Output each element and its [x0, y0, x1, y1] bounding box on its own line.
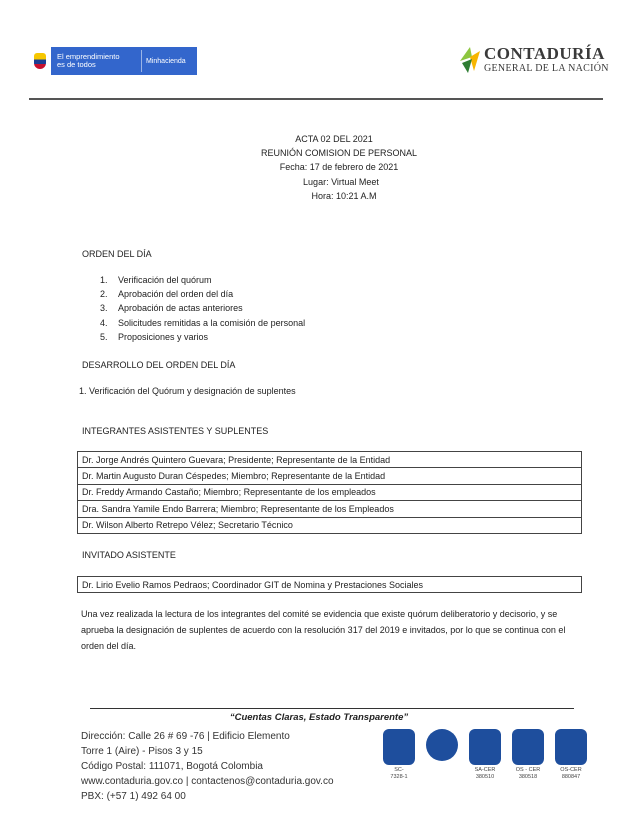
- table-row: [78, 501, 582, 517]
- website-line[interactable]: www.contaduria.gov.co | contactenos@contaduria.gov.co: [81, 776, 334, 787]
- table-row: [78, 468, 582, 484]
- banner-ministry: Minhacienda: [146, 57, 186, 65]
- meeting-time: Hora: 10:21 A.M: [311, 191, 377, 201]
- quorum-paragraph: Una vez realizada la lectura de los integrantes del comité se evidencia que existe quórum deliberatorio y decisorio, y se aprueba la designación de suplentes de acuerdo con la resolución 317 del 2019 e invitados, por lo que se continua con el orden del día.: [81, 609, 566, 651]
- members-heading: INTEGRANTES ASISTENTES Y SUPLENTES: [82, 426, 269, 436]
- member-cell: Dr. Martin Augusto Duran Céspedes; Miembro; Representante de la Entidad: [78, 468, 582, 484]
- icontec-icon: [383, 729, 415, 765]
- development-item-1: 1. Verificación del Quórum y designación de suplentes: [79, 386, 296, 396]
- guest-cell: Dr. Lirio Evelio Ramos Pedraos; Coordinador GIT de Nomina y Prestaciones Sociales: [78, 577, 582, 593]
- meeting-place: Lugar: Virtual Meet: [303, 177, 379, 187]
- address-line: Código Postal: 111071, Bogotá Colombia: [81, 761, 263, 772]
- agenda-label: Solicitudes remitidas a la comisión de personal: [118, 317, 306, 328]
- table-row: [78, 577, 582, 593]
- logo-subtitle: GENERAL DE LA NACIÓN: [484, 63, 609, 74]
- cert-code: OS - CER 380518: [515, 767, 541, 780]
- icontec-icon: [555, 729, 587, 765]
- guest-heading: INVITADO ASISTENTE: [82, 550, 176, 560]
- certification-badge: [466, 729, 504, 780]
- agenda-number: 3.: [100, 303, 108, 314]
- cert-code: OS-CER 880847: [560, 767, 582, 780]
- header-divider: [29, 98, 603, 100]
- member-cell: Dr. Freddy Armando Castaño; Miembro; Representante de los empleados: [78, 484, 582, 500]
- colombia-crest-icon: [29, 47, 51, 75]
- certification-badge: [423, 729, 461, 780]
- iqnet-icon: [426, 729, 458, 761]
- list-item: [100, 303, 420, 317]
- meeting-date: Fecha: 17 de febrero de 2021: [279, 162, 399, 172]
- footer-slogan: “Cuentas Claras, Estado Transparente”: [229, 712, 409, 723]
- table-row: [78, 452, 582, 468]
- certification-badge: [509, 729, 547, 780]
- footer-address: [81, 729, 334, 804]
- table-row: [78, 517, 582, 533]
- agenda-label: Aprobación del orden del día: [118, 289, 234, 300]
- banner-slogan: El emprendimiento es de todos: [57, 52, 120, 69]
- banner-divider: [141, 50, 142, 72]
- agenda-number: 4.: [100, 317, 108, 328]
- member-cell: Dra. Sandra Yamile Endo Barrera; Miembro; Representante de los Empleados: [78, 501, 582, 517]
- contaduria-logo-icon: [458, 45, 482, 75]
- icontec-icon: [469, 729, 501, 765]
- members-table: [77, 451, 582, 534]
- address-line: Dirección: Calle 26 # 69 -76 | Edificio Elemento: [81, 731, 290, 742]
- certification-badge: [552, 729, 590, 780]
- agenda-number: 5.: [100, 331, 108, 342]
- government-banner: [29, 47, 197, 75]
- agenda-label: Proposiciones y varios: [118, 331, 209, 342]
- list-item: [100, 275, 420, 289]
- agenda-label: Verificación del quórum: [118, 275, 212, 285]
- phone-line: PBX: (+57 1) 492 64 00: [81, 791, 186, 802]
- guest-table: [77, 576, 582, 593]
- cert-code: SC- 7328-1: [390, 767, 408, 780]
- icontec-icon: [512, 729, 544, 765]
- member-cell: Dr. Jorge Andrés Quintero Guevara; Presidente; Representante de la Entidad: [78, 452, 582, 468]
- member-cell: Dr. Wilson Alberto Retrepo Vélez; Secretario Técnico: [78, 517, 582, 533]
- agenda-list: [100, 275, 420, 346]
- certification-badges: [380, 729, 595, 780]
- agenda-label: Aprobación de actas anteriores: [118, 303, 243, 314]
- address-line: Torre 1 (Aire) - Pisos 3 y 15: [81, 746, 203, 757]
- table-row: [78, 484, 582, 500]
- agenda-number: 2.: [100, 289, 108, 300]
- meeting-title: REUNIÓN COMISION DE PERSONAL: [260, 148, 418, 158]
- agenda-heading: ORDEN DEL DÍA: [82, 249, 152, 259]
- cert-code: SA-CER 380510: [474, 767, 496, 780]
- development-heading: DESARROLLO DEL ORDEN DEL DÍA: [82, 360, 236, 370]
- acta-title: ACTA 02 DEL 2021: [295, 134, 373, 144]
- certification-badge: [380, 729, 418, 780]
- list-item: [100, 289, 420, 303]
- agenda-number: 1.: [100, 275, 108, 285]
- footer-divider: [90, 708, 574, 709]
- list-item: [100, 318, 420, 332]
- list-item: [100, 332, 420, 346]
- contaduria-logo: [458, 45, 609, 75]
- logo-title: CONTADURÍA: [484, 44, 605, 63]
